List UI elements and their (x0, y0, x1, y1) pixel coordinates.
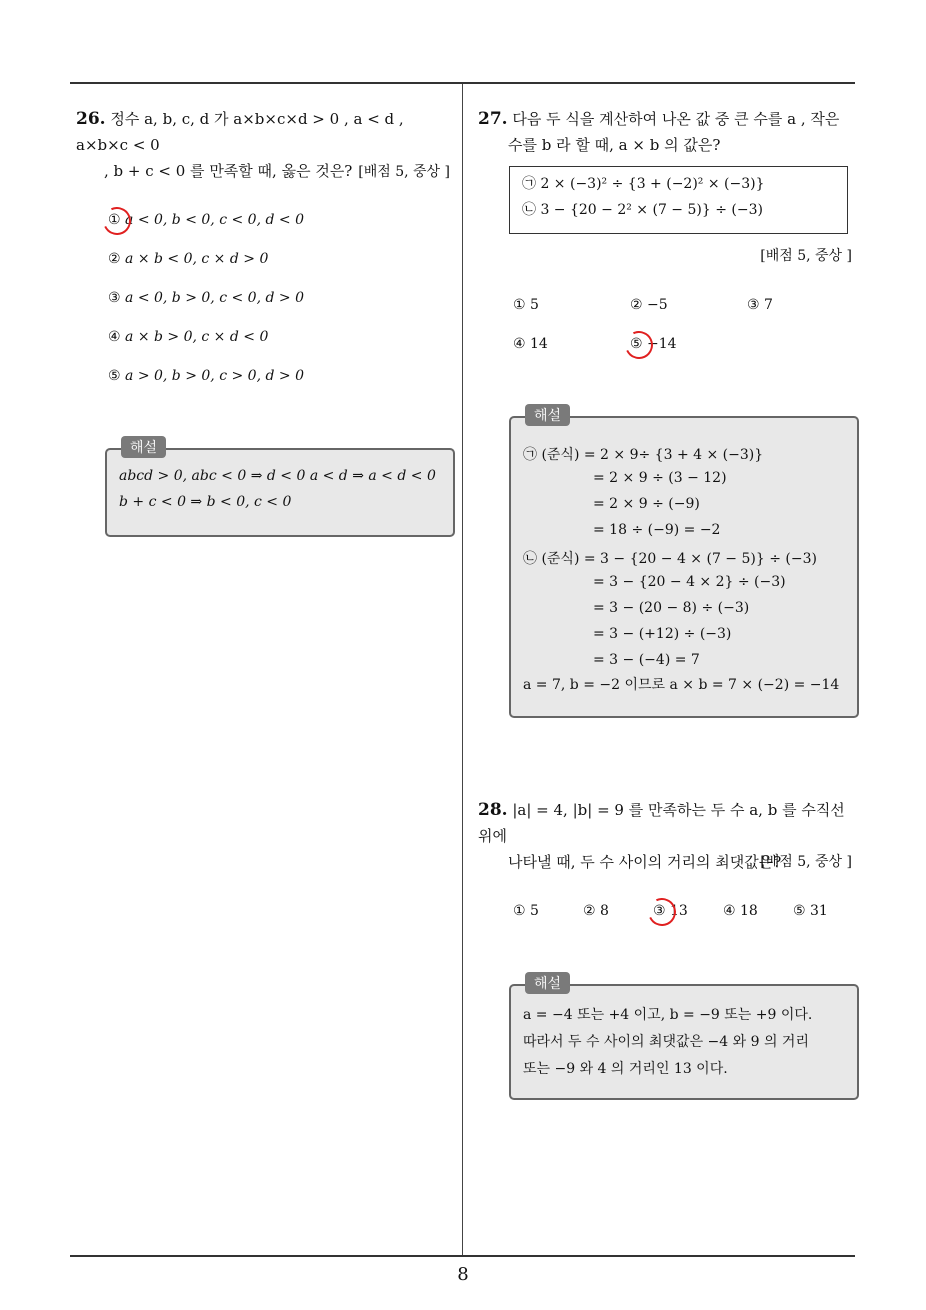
question-text-line2: 수를 b 라 할 때, a × b 의 값은? (508, 136, 721, 154)
explanation-line: = 2 × 9 ÷ (3 − 12) (593, 470, 727, 486)
option-4[interactable]: ④ 14 (513, 336, 548, 352)
option-2[interactable]: ② a × b < 0, c × d > 0 (108, 251, 269, 267)
option-4[interactable]: ④ 18 (723, 903, 758, 919)
explanation-line: = 2 × 9 ÷ (−9) (593, 496, 700, 512)
expression-line: ㉡ 3 − {20 − 2² × (7 − 5)} ÷ (−3) (522, 202, 763, 218)
option-5[interactable]: ⑤ 31 (793, 903, 828, 919)
explanation-box (509, 408, 859, 718)
bottom-rule (70, 1255, 855, 1257)
question-text-line1: 정수 a, b, c, d 가 a×b×c×d > 0 , a < d , a×b×c < 0 (76, 110, 404, 154)
option-1[interactable]: ① 5 (513, 297, 539, 313)
page-number: 8 (457, 1264, 469, 1285)
explanation-line: 또는 −9 와 4 의 거리인 13 이다. (523, 1061, 728, 1077)
option-2[interactable]: ② −5 (630, 297, 668, 313)
option-1[interactable]: ① a < 0, b < 0, c < 0, d < 0 (108, 212, 304, 228)
question-text-line1: 다음 두 식을 계산하여 나온 값 중 큰 수를 a , 작은 (512, 110, 840, 128)
question-text-line2: 나타낼 때, 두 수 사이의 거리의 최댓값은? (508, 853, 782, 871)
explanation-line: = 3 − (20 − 8) ÷ (−3) (593, 600, 750, 616)
explanation-line: 따라서 두 수 사이의 최댓값은 −4 와 9 의 거리 (523, 1034, 809, 1050)
explanation-box (509, 976, 859, 1100)
explanation-line: abcd > 0, abc < 0 ⇒ d < 0 a < d ⇒ a < d < 0 (119, 468, 436, 484)
explanation-line: a = 7, b = −2 이므로 a × b = 7 × (−2) = −14 (523, 677, 840, 693)
question-number: 27. (478, 109, 508, 129)
option-3[interactable]: ③ 13 (653, 903, 688, 919)
explanation-line: ㉡ (준식) = 3 − {20 − 4 × (7 − 5)} ÷ (−3) (523, 551, 817, 567)
option-4[interactable]: ④ a × b > 0, c × d < 0 (108, 329, 269, 345)
explanation-tag: 해설 (121, 436, 166, 458)
option-3[interactable]: ③ 7 (747, 297, 773, 313)
question-text-line1: |a| = 4, |b| = 9 를 만족하는 두 수 a, b 를 수직선 위에 (478, 801, 845, 845)
explanation-line: = 3 − (+12) ÷ (−3) (593, 626, 732, 642)
explanation-line: = 3 − {20 − 4 × 2} ÷ (−3) (593, 574, 786, 590)
explanation-tag: 해설 (525, 972, 570, 994)
explanation-line: ㉠ (준식) = 2 × 9÷ {3 + 4 × (−3)} (523, 447, 764, 463)
answer-circle-icon (99, 203, 135, 239)
option-2[interactable]: ② 8 (583, 903, 609, 919)
question-number: 28. (478, 800, 508, 820)
expression-line: ㉠ 2 × (−3)² ÷ {3 + (−2)² × (−3)} (522, 176, 765, 192)
option-5[interactable]: ⑤ −14 (630, 336, 677, 352)
score-label: [배점 5, 중상 ] (760, 854, 852, 870)
option-3[interactable]: ③ a < 0, b > 0, c < 0, d > 0 (108, 290, 304, 306)
option-5[interactable]: ⑤ a > 0, b > 0, c > 0, d > 0 (108, 368, 304, 384)
expression-box (509, 166, 848, 234)
option-1[interactable]: ① 5 (513, 903, 539, 919)
explanation-line: = 18 ÷ (−9) = −2 (593, 522, 721, 538)
question-number: 26. (76, 109, 106, 129)
explanation-line: = 3 − (−4) = 7 (593, 652, 700, 668)
score-label: [배점 5, 중상 ] (358, 164, 450, 180)
question-text-line2: , b + c < 0 를 만족할 때, 옳은 것은? (104, 162, 353, 180)
answer-circle-icon (621, 327, 657, 363)
question-27 (478, 106, 863, 158)
score-label: [배점 5, 중상 ] (760, 248, 852, 264)
column-divider (462, 84, 463, 1256)
explanation-line: b + c < 0 ⇒ b < 0, c < 0 (119, 494, 292, 510)
explanation-tag: 해설 (525, 404, 570, 426)
explanation-box (105, 440, 455, 537)
answer-circle-icon (644, 894, 680, 930)
explanation-line: a = −4 또는 +4 이고, b = −9 또는 +9 이다. (523, 1007, 813, 1023)
